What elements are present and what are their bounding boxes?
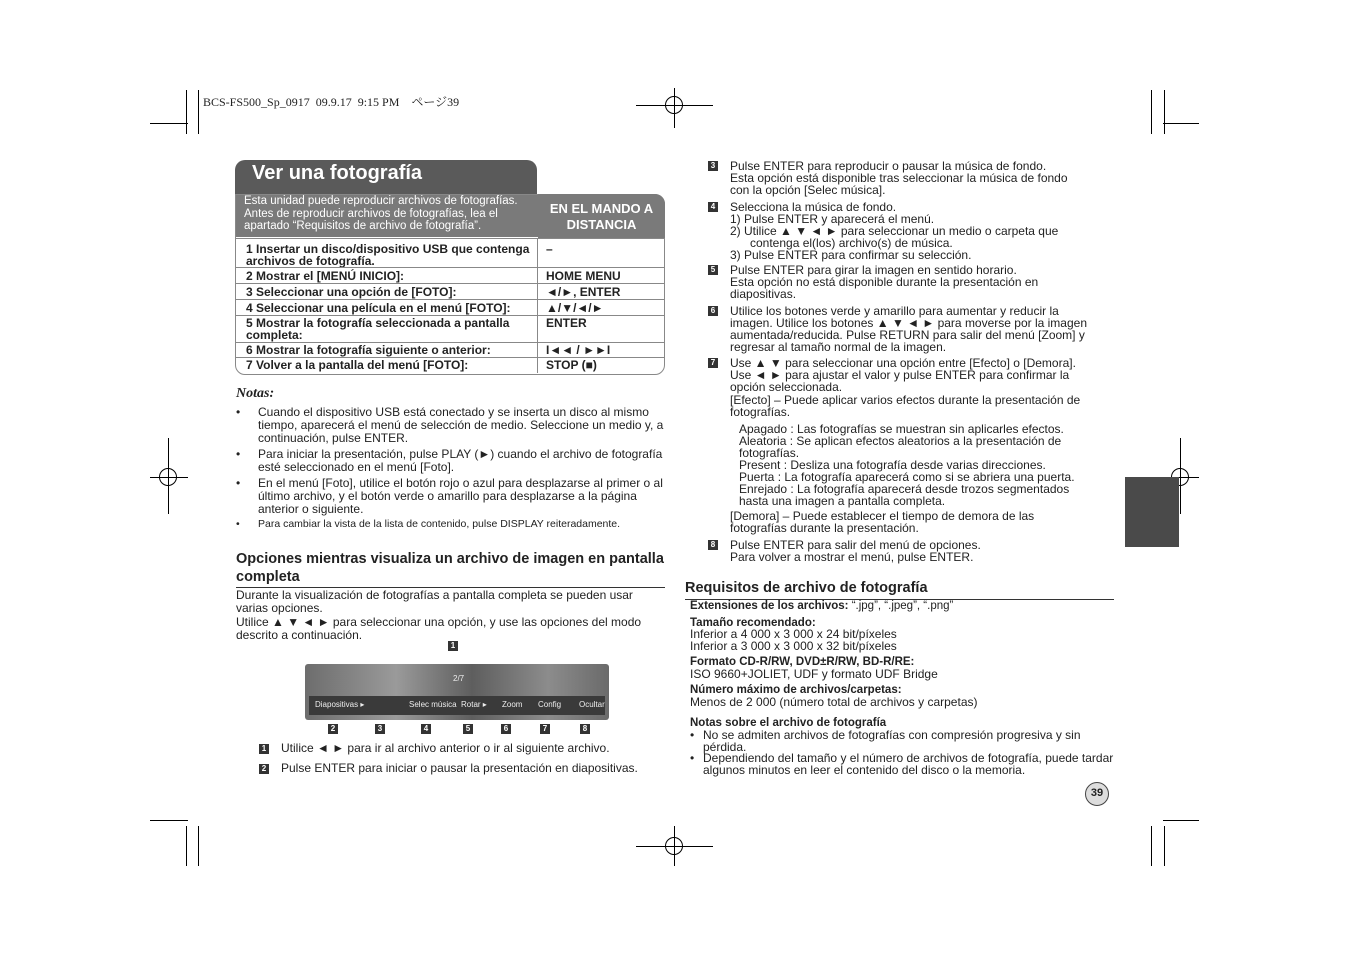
registration-mark <box>159 468 177 486</box>
option-item <box>708 357 1118 393</box>
item-number: 8 <box>708 540 718 550</box>
step-row <box>236 357 664 374</box>
option-item-text: Pulse ENTER para iniciar o pausar la presentación en diapositivas. <box>281 761 638 775</box>
extensions-label: Extensiones de los archivos: <box>690 600 849 612</box>
max-value: Menos de 2 000 (número total de archivos y carpetas) <box>690 695 978 709</box>
file-note-text: No se admiten archivos de fotografías con compresión progresiva y sin pérdida. <box>703 728 1081 754</box>
step-row <box>236 342 664 358</box>
size-line: Inferior a 3 000 x 3 000 x 32 bit/píxeles <box>690 639 897 653</box>
format-label: Formato CD-R/RW, DVD±R/RW, BD-R/RE: <box>690 656 915 668</box>
item-number: 3 <box>708 161 718 171</box>
item-number: 5 <box>708 265 718 275</box>
line: Present : Desliza una fotografía desde varias direcciones. <box>739 458 1046 472</box>
option-item <box>708 201 1118 261</box>
registration-mark <box>665 96 683 114</box>
osd-hide: Ocultar <box>579 700 605 709</box>
osd-config: Config <box>538 700 562 709</box>
item-number: 1 <box>259 744 269 754</box>
osd-rotate: Rotar ▸ <box>461 700 487 709</box>
note-item: • En el menú [Foto], utilice el botón rojo o azul para desplazarse al primer o al último archivo, y el botón verde o amarillo para desplazarse a la página anterior o siguiente. <box>236 477 668 517</box>
file-notes-label: Notas sobre el archivo de fotografía <box>690 717 887 729</box>
note-item: • Para cambiar la vista de la lista de contenido, pulse DISPLAY reiteradamente. <box>236 518 668 532</box>
option-item <box>708 305 1118 353</box>
callout-8: 8 <box>580 724 590 734</box>
item-number: 2 <box>259 764 269 774</box>
line: Use ◄ ► para ajustar el valor y pulse ENTER para confirmar la <box>730 368 1070 382</box>
options-section-title: Opciones mientras visualiza un archivo de imagen en pantalla completa <box>236 551 664 585</box>
note-item: • Cuando el dispositivo USB está conectado y se inserta un disco al mismo tiempo, aparecerá el menú de selección de medio. Seleccione un medio y, a continuación, pulse ENTER. <box>236 406 668 446</box>
step-label: 7 Volver a la pantalla del menú [FOTO]: <box>246 358 469 372</box>
line: Esta opción está disponible tras seleccionar la música de fondo <box>730 171 1068 185</box>
option-item <box>708 264 1118 300</box>
osd-zoom: Zoom <box>502 700 523 709</box>
callout-3: 3 <box>375 724 385 734</box>
line: 1) Pulse ENTER y aparecerá el menú. <box>730 212 935 226</box>
item-number: 4 <box>708 202 718 212</box>
callout-5: 5 <box>463 724 473 734</box>
page-title: Ver una fotografía <box>252 162 423 184</box>
crop-mark <box>198 90 199 134</box>
line: Utilice los botones verde y amarillo para aumentar y reducir la <box>730 304 1059 318</box>
note-text: En el menú [Foto], utilice el botón rojo o azul para desplazarse al primer o al último archivo, y el botón verde o amarillo para desplazarse a la página anterior o siguiente. <box>258 476 663 516</box>
crop-mark <box>1151 826 1152 866</box>
osd-slideshow: Diapositivas ▸ <box>315 700 365 709</box>
line: Pulse ENTER para reproducir o pausar la música de fondo. <box>730 159 1047 173</box>
step-key: ENTER <box>546 316 587 330</box>
effect-description <box>708 394 1118 420</box>
step-key: I◄◄ / ►►I <box>546 343 611 357</box>
line: Puerta : La fotografía aparecerá como si se abriera una puerta. <box>739 470 1075 484</box>
note-text: Para iniciar la presentación, pulse PLAY (►) cuando el archivo de fotografía esté seleccionado en el menú [Foto]. <box>258 447 663 474</box>
note-text: Cuando el dispositivo USB está conectado y se inserta un disco al mismo tiempo, aparecerá el menú de selección de medio. Seleccione un medio y, a continuación, pulse ENTER. <box>258 405 664 445</box>
crop-mark <box>186 826 187 866</box>
format-value: ISO 9660+JOLIET, UDF y formato UDF Bridge <box>690 667 938 681</box>
registration-mark <box>665 837 683 855</box>
line: fotografías durante la presentación. <box>730 521 919 535</box>
item-number: 7 <box>708 358 718 368</box>
callout-2: 2 <box>328 724 338 734</box>
step-key: – <box>546 242 553 256</box>
delay-description <box>708 510 1118 536</box>
size-label: Tamaño recomendado: <box>690 617 816 629</box>
step-label: 3 Seleccionar una opción de [FOTO]: <box>246 285 457 299</box>
osd-select-music: Selec música <box>409 700 457 709</box>
option-item <box>708 160 1118 196</box>
line: Pulse ENTER para girar la imagen en sentido horario. <box>730 263 1017 277</box>
line: Para volver a mostrar el menú, pulse ENTER. <box>730 550 974 564</box>
note-item: • Para iniciar la presentación, pulse PLAY (►) cuando el archivo de fotografía esté seleccionado en el menú [Foto]. <box>236 448 668 476</box>
step-label: 4 Seleccionar una película en el menú [FOTO]: <box>246 301 511 315</box>
line: aumentada/reducida. Pulse RETURN para salir del menú [Zoom] y <box>730 328 1085 342</box>
line: [Efecto] – Puede aplicar varios efectos durante la presentación de <box>730 393 1081 407</box>
notes-title: Notas: <box>236 386 275 401</box>
crop-mark <box>1151 90 1152 134</box>
line: Pulse ENTER para salir del menú de opciones. <box>730 538 981 552</box>
step-row <box>236 267 664 284</box>
intro-text: Esta unidad puede reproducir archivos de fotografías. Antes de reproducir archivos de fotografías, lea el apartado “Requisitos de archivo de fotografía”. <box>236 195 538 237</box>
file-note-text: Dependiendo del tamaño y el número de archivos de fotografía, puede tardar algunos minutos en leer el contenido del disco o la memoria. <box>703 751 1114 777</box>
callout-1: 1 <box>448 641 458 651</box>
option-item <box>708 539 1118 565</box>
step-label: 5 Mostrar la fotografía seleccionada a pantalla completa: <box>246 316 510 342</box>
callout-4: 4 <box>421 724 431 734</box>
fullscreen-photo-screenshot <box>305 664 609 720</box>
options-para-1: Durante la visualización de fotografías a pantalla completa se pueden usar varias opciones. <box>236 588 633 615</box>
crop-mark <box>1164 90 1165 134</box>
step-row <box>236 283 664 300</box>
step-label: 2 Mostrar el [MENÚ INICIO]: <box>246 269 405 283</box>
line: diapositivas. <box>730 287 797 301</box>
line: 3) Pulse ENTER para confirmar su selección. <box>730 248 972 262</box>
crop-mark <box>186 90 187 134</box>
size-line: Inferior a 4 000 x 3 000 x 24 bit/píxeles <box>690 627 897 641</box>
requirements-title: Requisitos de archivo de fotografía <box>685 580 928 596</box>
step-key: STOP (■) <box>546 358 597 372</box>
item-number: 6 <box>708 306 718 316</box>
remote-header: EN EL MANDO A DISTANCIA <box>538 194 665 238</box>
line: 2) Utilice ▲ ▼ ◄ ► para seleccionar un medio o carpeta que <box>730 224 1059 238</box>
step-row <box>236 315 664 343</box>
max-label: Número máximo de archivos/carpetas: <box>690 684 902 696</box>
line: opción seleccionada. <box>730 380 843 394</box>
crop-mark <box>1163 123 1199 124</box>
line: regresar al tamaño normal de la imagen. <box>730 340 947 354</box>
crop-mark <box>150 820 188 821</box>
line: imagen. Utilice los botones ▲ ▼ ◄ ► para moverse por la imagen <box>730 316 1087 330</box>
osd-option-bar <box>309 696 605 715</box>
line: Selecciona la música de fondo. <box>730 200 897 214</box>
crop-mark <box>198 826 199 866</box>
extensions-row <box>690 600 953 613</box>
callout-6: 6 <box>501 724 511 734</box>
effect-list <box>708 423 1118 509</box>
step-key: HOME MENU <box>546 269 621 283</box>
step-row <box>236 238 664 268</box>
line: con la opción [Selec música]. <box>730 183 886 197</box>
line: Use ▲ ▼ para seleccionar una opción entre [Efecto] o [Demora]. <box>730 356 1076 370</box>
crop-mark <box>1164 826 1165 866</box>
line: Esta opción no está disponible durante la presentación en <box>730 275 1039 289</box>
line: Aleatoria : Se aplican efectos aleatorios a la presentación de <box>739 434 1062 448</box>
line: hasta una imagen a pantalla completa. <box>739 494 946 508</box>
line: [Demora] – Puede establecer el tiempo de demora de las <box>730 509 1035 523</box>
line: fotografías. <box>730 405 791 419</box>
note-text: Para cambiar la vista de la lista de contenido, pulse DISPLAY reiteradamente. <box>258 518 621 530</box>
callout-7: 7 <box>540 724 550 734</box>
crop-mark <box>150 123 188 124</box>
line: contenga el(los) archivo(s) de música. <box>730 236 953 250</box>
line: Apagado : Las fotografías se muestran sin aplicarles efectos. <box>739 422 1064 436</box>
step-label: 6 Mostrar la fotografía siguiente o anterior: <box>246 343 491 357</box>
options-para-2: Utilice ▲ ▼ ◄ ► para seleccionar una opción, y use las opciones del modo descrito a continuación. <box>236 615 642 642</box>
step-label: 1 Insertar un disco/dispositivo USB que contenga archivos de fotografía. <box>246 242 530 268</box>
crop-mark <box>1163 820 1199 821</box>
section-tab <box>1125 477 1179 547</box>
step-key: ◄/►, ENTER <box>546 285 621 299</box>
step-row <box>236 299 664 316</box>
photo-counter: 2/7 <box>453 674 465 683</box>
print-header: BCS-FS500_Sp_0917 09.9.17 9:15 PM ページ39 <box>203 95 460 109</box>
line: Enrejado : La fotografía aparecerá desde trozos segmentados <box>739 482 1070 496</box>
extensions-value: “.jpg”, “.jpeg”, “.png” <box>848 600 954 612</box>
option-item-text: Utilice ◄ ► para ir al archivo anterior o ir al siguiente archivo. <box>281 741 610 755</box>
page-number: 39 <box>1085 782 1109 806</box>
line: fotografías. <box>739 446 800 460</box>
step-key: ▲/▼/◄/► <box>546 301 604 315</box>
